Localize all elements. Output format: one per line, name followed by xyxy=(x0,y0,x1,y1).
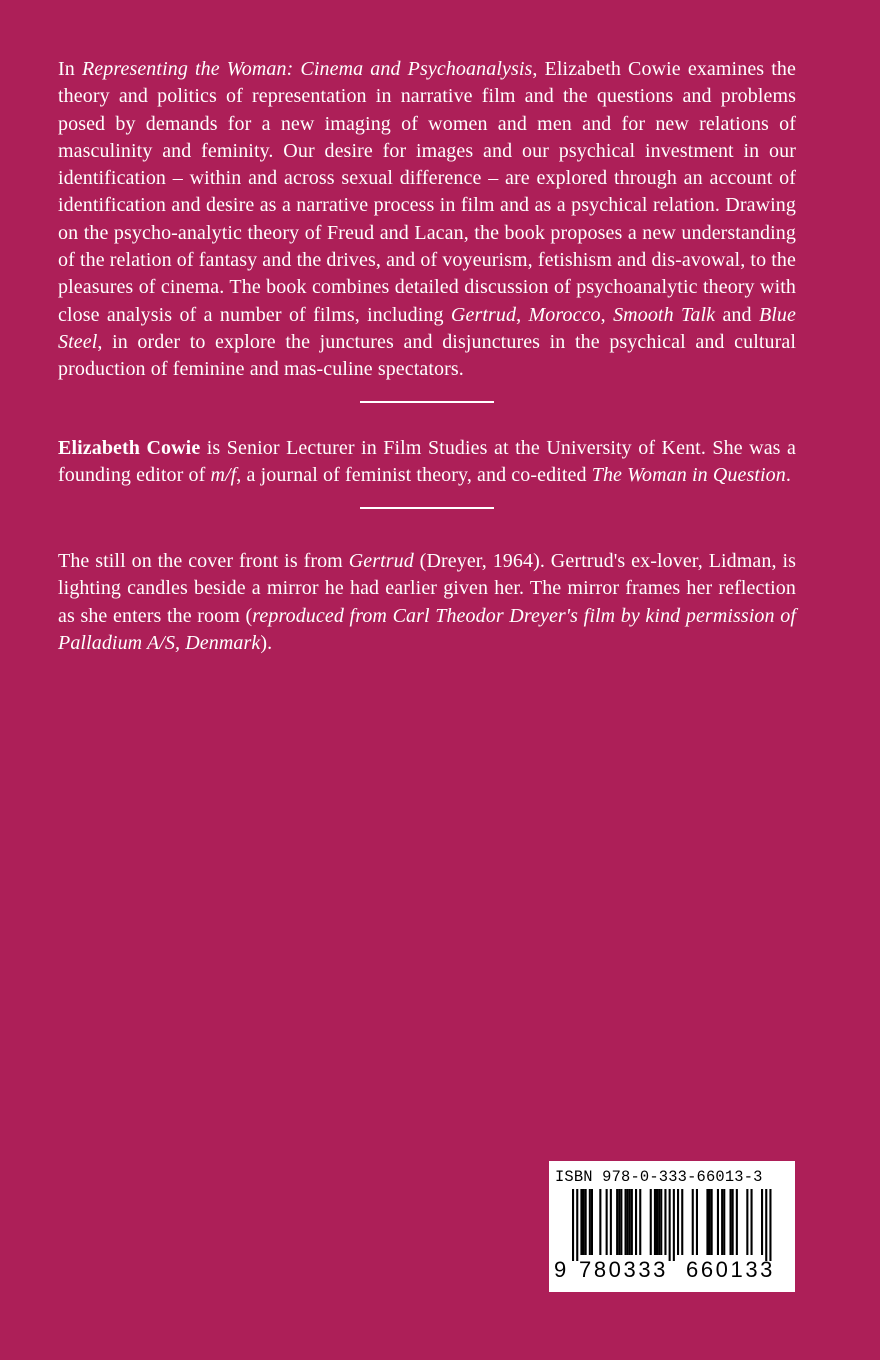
book-title: Representing the Woman: Cinema and Psychoanalysis xyxy=(81,58,533,80)
barcode-bar xyxy=(717,1189,719,1255)
barcode-bar xyxy=(620,1189,622,1255)
cover-note-text3: ). xyxy=(260,632,273,655)
film-title-smooth-talk: Smooth Talk xyxy=(613,303,716,326)
divider-rule xyxy=(360,401,494,403)
barcode-guard-bar xyxy=(576,1189,578,1261)
bio-text2: , a journal of feminist theory, and co-edited xyxy=(236,463,592,486)
barcode-bar xyxy=(761,1189,763,1255)
barcode-digits-right: 660133 xyxy=(686,1257,776,1282)
barcode-bar xyxy=(650,1189,652,1255)
barcode-digits-left: 780333 xyxy=(579,1257,669,1282)
barcode-bar xyxy=(629,1189,631,1255)
barcode-digit-lead: 9 xyxy=(554,1257,567,1282)
barcode-bar xyxy=(664,1189,666,1255)
barcode-bar xyxy=(681,1189,683,1255)
barcode-guard-bar xyxy=(572,1189,574,1261)
barcode-bar xyxy=(730,1189,732,1255)
journal-title: m/f xyxy=(210,463,237,486)
isbn-label: ISBN 978-0-333-66013-3 xyxy=(555,1168,763,1186)
cover-note-text2: (Dreyer, 1964). Gertrud's ex-lover, Lidman, is lighting candles beside a mirror he had earlier given her. The mirror frames her reflection as she enters the room ( xyxy=(58,550,796,627)
cover-credit-note xyxy=(58,548,796,657)
barcode-bar xyxy=(656,1189,658,1255)
barcode-bar xyxy=(631,1189,633,1255)
bio-text1: is Senior Lecturer in Film Studies at the University of Kent. She was a founding editor of xyxy=(58,436,797,486)
barcode-guard-bar xyxy=(769,1189,771,1261)
desc-sep1: , xyxy=(516,303,529,326)
barcode-bar xyxy=(696,1189,698,1255)
barcode-bars xyxy=(549,1189,795,1261)
barcode-bar xyxy=(692,1189,694,1255)
barcode-bar xyxy=(732,1189,734,1255)
barcode-bar xyxy=(583,1189,585,1255)
desc-intro: In xyxy=(58,58,82,80)
cover-film-title: Gertrud xyxy=(348,550,414,573)
barcode-bar xyxy=(746,1189,748,1255)
barcode-bar xyxy=(625,1189,627,1255)
barcode-bar xyxy=(627,1189,629,1255)
barcode-bar xyxy=(610,1189,612,1255)
barcode-bar xyxy=(660,1189,662,1255)
film-title-gertrud: Gertrud xyxy=(450,303,517,326)
barcode-bar xyxy=(639,1189,641,1255)
barcode-bar xyxy=(706,1189,708,1255)
book-description xyxy=(58,56,796,384)
barcode-guard-bar xyxy=(669,1189,671,1261)
barcode-bar xyxy=(721,1189,723,1255)
edited-book-title: The Woman in Question xyxy=(591,463,786,486)
barcode-guard-bar xyxy=(765,1189,767,1261)
barcode-bar xyxy=(736,1189,738,1255)
isbn-barcode xyxy=(549,1161,795,1292)
author-bio xyxy=(58,435,796,490)
desc-part2: , in order to explore the junctures and disjunctures in the psychical and cultural production of feminine and mas-culine spectators. xyxy=(58,330,796,381)
barcode-bar xyxy=(599,1189,601,1255)
barcode-bar xyxy=(616,1189,618,1255)
film-title-morocco: Morocco xyxy=(528,303,601,326)
barcode-bar xyxy=(580,1189,582,1255)
barcode-bar xyxy=(589,1189,591,1255)
film-title-blue-steel: Blue Steel xyxy=(58,303,796,353)
back-cover-text xyxy=(58,56,796,657)
barcode-bar xyxy=(654,1189,656,1255)
barcode-bar xyxy=(711,1189,713,1255)
desc-part1: , Elizabeth Cowie examines the theory and politics of representation in narrative film and the questions and problems posed by demands for a new imaging of women and men and for new relations of masculinity and feminity. Our desire for images and our psychical investment in our identification – within and across sexual difference – are explored through an account of identification and desire as a narrative process in film and as a psychical relation. Drawing on the psycho-analytic theory of Freud and Lacan, the book proposes a new understanding of the relation of fantasy and the drives, and of voyeurism, fetishism and dis-avowal, to the pleasures of cinema. The book combines detailed discussion of psychoanalytic theory with close analysis of a number of films, including xyxy=(58,58,797,326)
divider-rule xyxy=(360,507,494,509)
barcode-bar xyxy=(618,1189,620,1255)
cover-note-text1: The still on the cover front is from xyxy=(58,550,349,573)
barcode-bar xyxy=(709,1189,711,1255)
barcode-bar xyxy=(585,1189,587,1255)
barcode-bar xyxy=(723,1189,725,1255)
barcode-bar xyxy=(658,1189,660,1255)
barcode-bar xyxy=(591,1189,593,1255)
desc-sep3: and xyxy=(715,303,759,326)
barcode-bar xyxy=(635,1189,637,1255)
barcode-bar xyxy=(606,1189,608,1255)
barcode-guard-bar xyxy=(673,1189,675,1261)
desc-sep2: , xyxy=(600,303,614,326)
barcode-bar xyxy=(677,1189,679,1255)
cover-permission-credit: reproduced from Carl Theodor Dreyer's film by kind permission of Palladium A/S, Denmark xyxy=(58,604,796,655)
bio-text3: . xyxy=(785,463,791,486)
barcode-bar xyxy=(751,1189,753,1255)
author-name: Elizabeth Cowie xyxy=(58,436,201,459)
